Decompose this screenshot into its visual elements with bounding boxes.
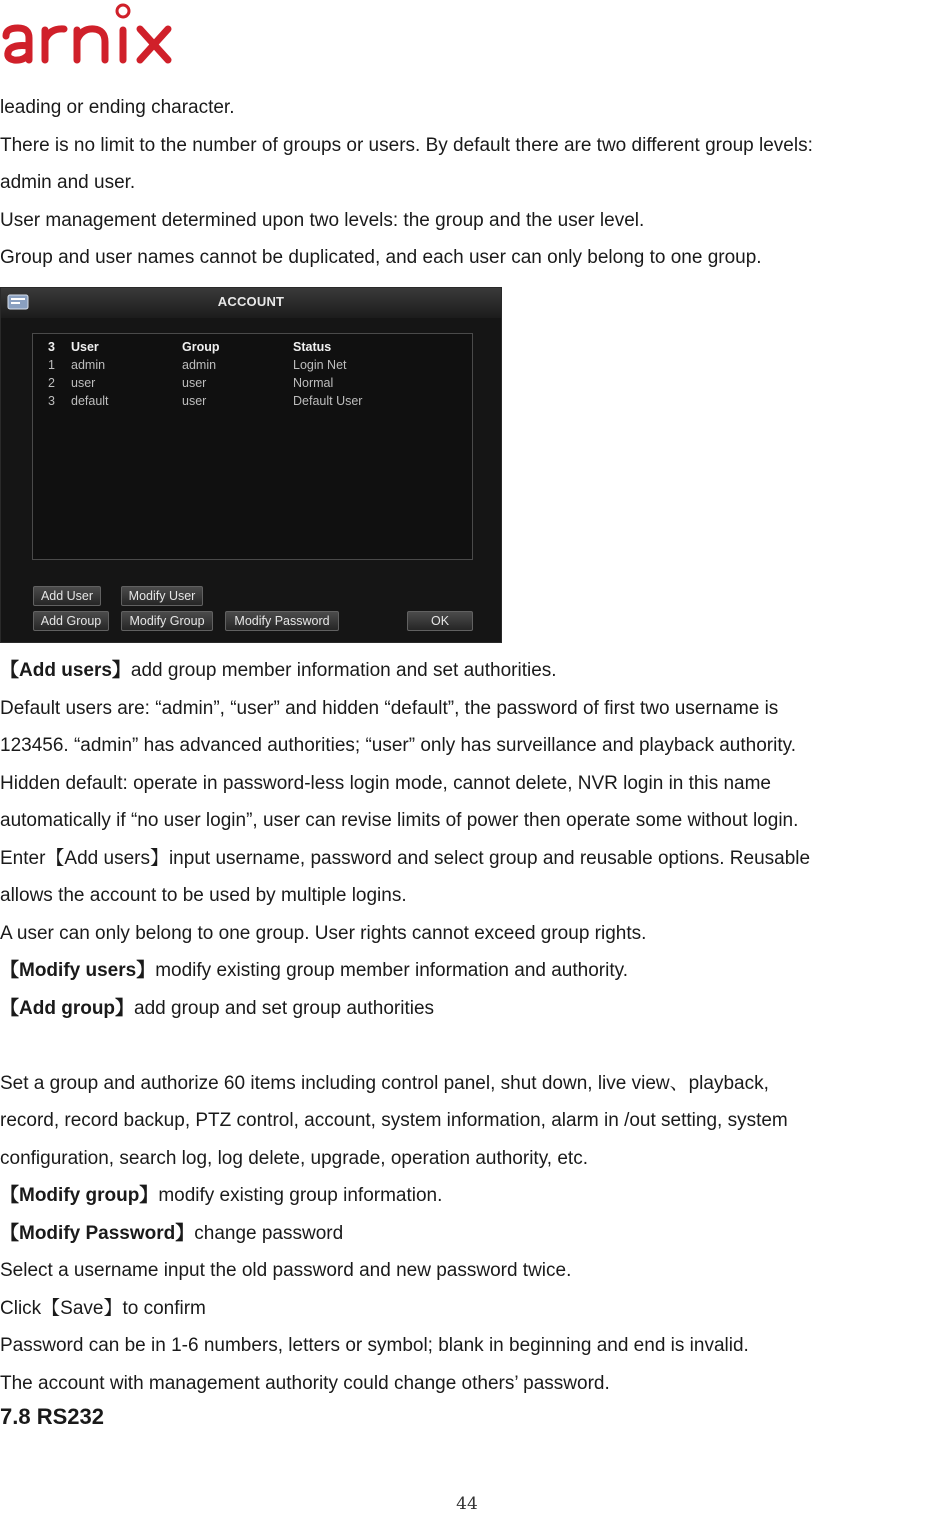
column-header-group: Group (182, 340, 220, 354)
row-status: Login Net (293, 358, 347, 372)
row-status: Default User (293, 394, 363, 408)
row-user: default (71, 394, 109, 408)
row-group: user (182, 394, 207, 408)
body-line-11: Set a group and authorize 60 items including control panel, shut down, live view、playback, (0, 1073, 769, 1094)
user-count: 3 (48, 340, 55, 354)
account-window (0, 287, 502, 643)
body-line-5: automatically if “no user login”, user can revise limits of power then operate some without login. (0, 810, 799, 831)
intro-line-1: leading or ending character. (0, 97, 235, 118)
row-group: user (182, 376, 207, 390)
user-list (32, 333, 473, 560)
add-group-text: add group and set group authorities (134, 998, 435, 1019)
column-header-user: User (71, 340, 99, 354)
modify-password-tag: 【Modify Password】 (0, 1223, 195, 1244)
body-line-6: Enter【Add users】input username, password and select group and reusable options. Reusable (0, 848, 811, 869)
user-list-header (33, 340, 472, 358)
modify-group-text: modify existing group information. (158, 1185, 443, 1206)
body-line-17: Click【Save】to confirm (0, 1298, 206, 1319)
modify-group-tag: 【Modify group】 (0, 1185, 159, 1206)
user-row-user[interactable] (33, 376, 472, 394)
modify-group-button[interactable]: Modify Group (121, 611, 213, 631)
row-number: 3 (48, 394, 55, 408)
intro-line-5: Group and user names cannot be duplicated, and each user can only belong to one group. (0, 247, 762, 268)
page-number: 44 (456, 1494, 478, 1514)
section-heading: 7.8 RS232 (0, 1404, 104, 1429)
add-group-paragraph (0, 990, 434, 1028)
body-line-13: configuration, search log, log delete, upgrade, operation authority, etc. (0, 1148, 588, 1169)
row-number: 2 (48, 376, 55, 390)
add-users-paragraph (0, 652, 557, 690)
add-group-tag: 【Add group】 (0, 998, 135, 1019)
body-line-12: record, record backup, PTZ control, account, system information, alarm in /out setting, system (0, 1110, 788, 1131)
intro-line-4: User management determined upon two levels: the group and the user level. (0, 210, 645, 231)
modify-users-tag: 【Modify users】 (0, 960, 156, 981)
row-group: admin (182, 358, 217, 372)
modify-group-paragraph (0, 1177, 442, 1215)
add-users-tag: 【Add users】 (0, 660, 131, 681)
arnix-logo (0, 2, 175, 68)
intro-line-3: admin and user. (0, 172, 136, 193)
modify-password-paragraph (0, 1215, 343, 1253)
body-line-7: allows the account to be used by multiple logins. (0, 885, 407, 906)
modify-user-button[interactable]: Modify User (121, 586, 203, 606)
user-row-admin[interactable] (33, 358, 472, 376)
body-line-2: Default users are: “admin”, “user” and hidden “default”, the password of first two username is (0, 698, 779, 719)
add-group-button[interactable]: Add Group (33, 611, 109, 631)
modify-users-paragraph (0, 952, 628, 990)
modify-password-button[interactable]: Modify Password (225, 611, 339, 631)
body-line-18: Password can be in 1-6 numbers, letters or symbol; blank in beginning and end is invalid. (0, 1335, 749, 1356)
row-status: Normal (293, 376, 334, 390)
window-title: ACCOUNT (217, 294, 285, 309)
row-user: admin (71, 358, 106, 372)
body-line-4: Hidden default: operate in password-less login mode, cannot delete, NVR login in this name (0, 773, 772, 794)
body-line-19: The account with management authority could change others’ password. (0, 1373, 610, 1394)
window-title-bar (1, 288, 501, 318)
user-row-default[interactable] (33, 394, 472, 412)
body-line-3: 123456. “admin” has advanced authorities; “user” only has surveillance and playback authority. (0, 735, 796, 756)
body-line-16: Select a username input the old password and new password twice. (0, 1260, 572, 1281)
add-users-text: add group member information and set authorities. (130, 660, 557, 681)
intro-line-2: There is no limit to the number of groups or users. By default there are two different group levels: (0, 135, 813, 156)
body-line-8: A user can only belong to one group. User rights cannot exceed group rights. (0, 923, 647, 944)
add-user-button[interactable]: Add User (33, 586, 101, 606)
row-number: 1 (48, 358, 55, 372)
modify-password-text: change password (194, 1223, 344, 1244)
row-user: user (71, 376, 96, 390)
column-header-status: Status (293, 340, 332, 354)
modify-users-text: modify existing group member information and authority. (155, 960, 628, 981)
ok-button[interactable]: OK (407, 611, 473, 631)
